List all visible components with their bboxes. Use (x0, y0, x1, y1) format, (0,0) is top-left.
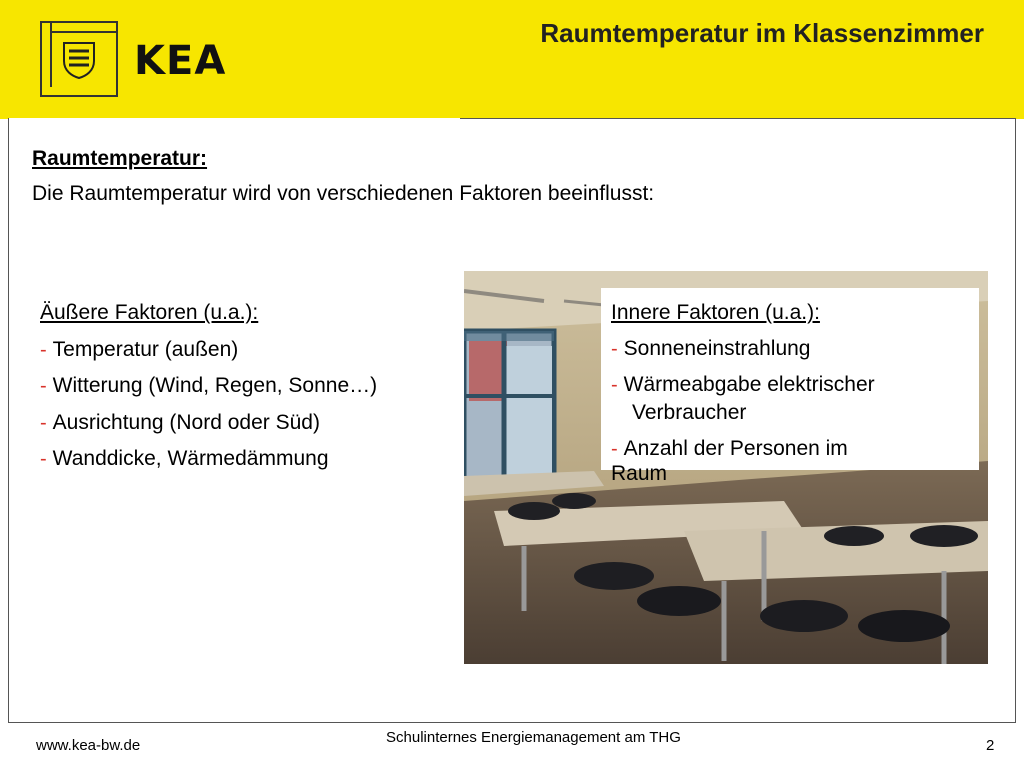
intro-text: Die Raumtemperatur wird von verschiedenen Faktoren beeinflusst: (32, 182, 655, 205)
internal-factors-list (611, 295, 971, 487)
list-item: - Sonneneinstrahlung (611, 337, 811, 360)
footer-center-text: Schulinternes Energiemanagement am THG (386, 729, 681, 746)
slide-title: Raumtemperatur im Klassenzimmer (540, 18, 984, 48)
bullet-dash: - (40, 338, 47, 361)
coat-of-arms-icon (62, 41, 96, 79)
bullet-dash: - (611, 338, 618, 360)
bullet-dash: - (611, 374, 618, 396)
external-factors-heading: Äußere Faktoren (u.a.): (40, 301, 259, 324)
list-item: - Wanddicke, Wärmedämmung (40, 447, 329, 470)
list-item: - Temperatur (außen) (40, 337, 239, 361)
footer-website: www.kea-bw.de (36, 737, 141, 754)
bullet-dash: - (40, 375, 47, 397)
bullet-dash: - (611, 438, 618, 460)
kea-logo-text: KEA (134, 38, 227, 84)
list-item: - Ausrichtung (Nord oder Süd) (40, 410, 320, 434)
page-number: 2 (986, 737, 995, 754)
bullet-dash: - (40, 448, 47, 470)
list-item-continuation: Raum (611, 462, 668, 485)
content-divider (460, 118, 1016, 119)
external-factors-list (40, 295, 377, 478)
internal-factors-heading: Innere Faktoren (u.a.): (611, 301, 820, 324)
list-item: - Witterung (Wind, Regen, Sonne…) (40, 374, 378, 397)
list-item: - Anzahl der Personen im (611, 437, 848, 460)
section-title: Raumtemperatur: (32, 147, 208, 170)
kea-logo-mark (40, 21, 118, 97)
bullet-dash: - (40, 411, 47, 434)
list-item-continuation: Verbraucher (632, 401, 747, 424)
list-item: - Wärmeabgabe elektrischer (611, 373, 875, 396)
